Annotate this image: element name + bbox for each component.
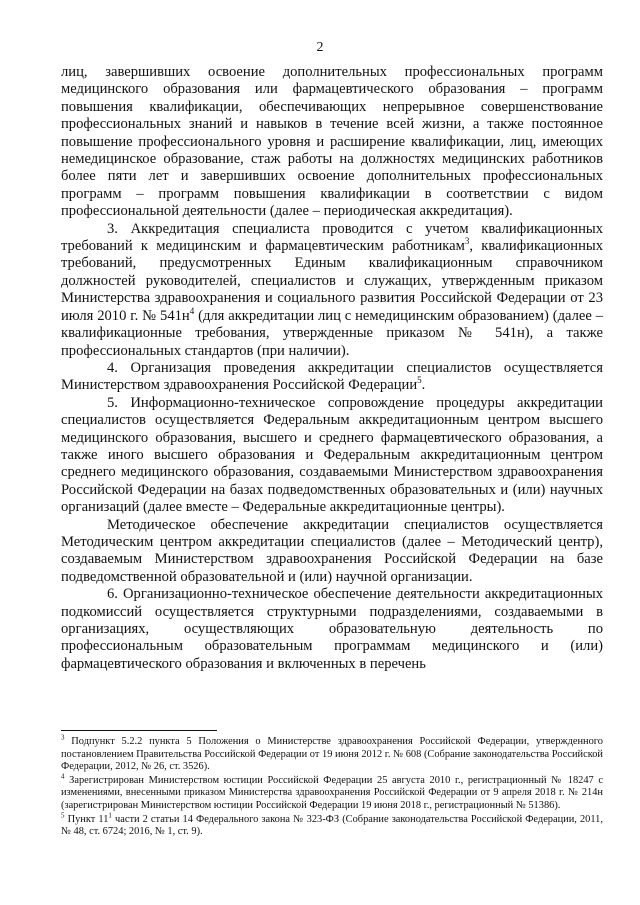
text-run: 6. Организационно-техническое обеспечение деятельности аккредитационных подкомиссий осуществляется структурными подразделениями, создаваемыми в организациях, осуществляющих образовательную деятельность по профессиональным образовательным программам медицинского и (или) фармацевтического образования и включенных в перечень	[61, 586, 603, 672]
page-number: 2	[316, 40, 324, 55]
text-run: 4. Организация проведения аккредитации специалистов осуществляется Министерством здравоохранения Российской Федерации	[61, 359, 603, 394]
text-run: части 2 статьи 14 Федерального закона № 323-ФЗ (Собрание законодательства Российской Федерации, 2011, № 48, ст. 6724; 2016, № 1, ст. 9).	[61, 813, 603, 838]
footnotes	[61, 733, 603, 840]
footnote-reference: 1	[108, 811, 112, 820]
text-run: , квалификационных требований, предусмотренных Единым квалификационным справочником должностей руководителей, специалистов и служащих, утвержденным приказом Министерства здравоохранения и социального развития Российской Федерации от 23 июля 2010 г. № 541н	[61, 238, 603, 324]
text-run: Подпункт 5.2.2 пункта 5 Положения о Министерстве здравоохранения Российской Федерации, утвержденного постановлением Правительства Российской Федерации от 19 июня 2012 г. № 608 (Собрание законодательства Российской Федерации, 2012, № 26, ст. 3526).	[61, 736, 603, 773]
paragraph	[61, 221, 603, 360]
footnote-reference: 5	[61, 811, 65, 820]
text-run: Методическое обеспечение аккредитации специалистов осуществляется Методическим центром аккредитации специалистов (далее – Методический центр), создаваемым Министерством здравоохранения Российской Федерации на базе подведомственной образовательной и (или) научной организации.	[61, 516, 603, 585]
text-run: 3. Аккредитация специалиста проводится с учетом квалификационных требований к медицинским и фармацевтическим работникам	[61, 220, 603, 255]
paragraph	[61, 360, 603, 395]
paragraph	[61, 395, 603, 517]
footnote	[61, 733, 603, 774]
main-text	[61, 64, 603, 673]
text-run: (для аккредитации лиц с немедицинским образованием) (далее – квалификационные требования, утвержденные приказом № 541н), а также профессиональных стандартов (при наличии).	[61, 307, 603, 359]
paragraph	[61, 64, 603, 221]
footnote-reference: 3	[464, 236, 470, 247]
text-run: лиц, завершивших освоение дополнительных профессиональных программ медицинского образования или фармацевтического образования – программ повышения квалификации, обеспечивающих непрерывное совершенствование профессиональных знаний и навыков в течение всей жизни, а также постоянное повышение профессионального уровня и расширение квалификации, лиц, имеющих немедицинское образование, стаж работы на должностях медицинских работников более пяти лет и завершивших освоение дополнительных профессиональных программ – программ повышения квалификации в соответствии с видом профессиональной деятельности (далее – периодическая аккредитация).	[61, 64, 603, 220]
text-run: 5. Информационно-техническое сопровождение процедуры аккредитации специалистов осуществляется Федеральным аккредитационным центром высшего медицинского образования, высшего и среднего фармацевтического образования, а также иного высшего образования и Федеральным аккредитационным центром среднего медицинского образования, создаваемыми Министерством здравоохранения Российской Федерации на базах подведомственных образовательных и (или) научных организаций (далее вместе – Федеральные аккредитационные центры).	[61, 394, 603, 516]
footnote-reference: 5	[417, 375, 422, 386]
text-run: Зарегистрирован Министерством юстиции Российской Федерации 25 августа 2010 г., регистрационный № 18247 с изменениями, внесенными приказом Министерства здравоохранения Российской Федерации от 9 апреля 2018 г. № 214н (зарегистрирован Министерством юстиции Российской Федерации 19 июня 2018 г., регистрационный № 51386).	[61, 774, 603, 811]
footnote-reference: 4	[189, 305, 195, 316]
footnote-reference: 3	[61, 733, 65, 742]
footnote	[61, 811, 603, 839]
footnote	[61, 772, 603, 813]
text-run: Пункт 11	[64, 813, 109, 825]
footnote-reference: 4	[61, 772, 65, 781]
paragraph	[61, 517, 603, 587]
paragraph	[61, 586, 603, 673]
footnote-separator	[61, 730, 217, 731]
text-run: .	[421, 377, 426, 394]
